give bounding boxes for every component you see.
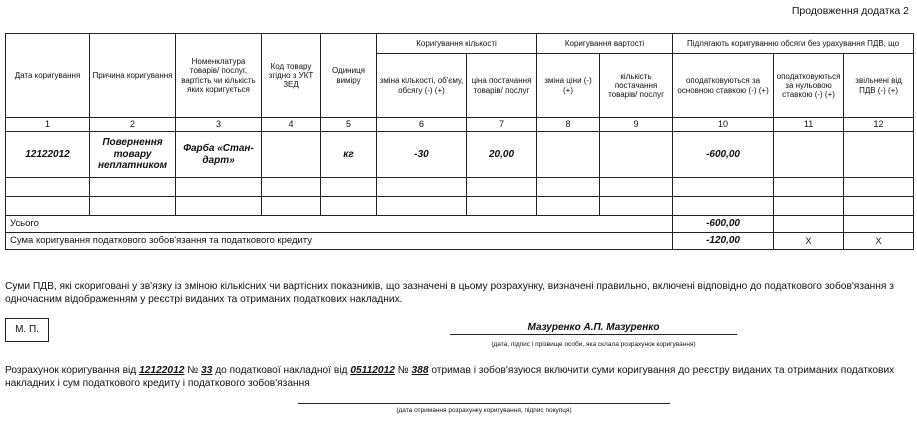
vat-row <box>6 233 914 250</box>
receipt-part: № <box>184 365 202 376</box>
header-unit: Одиниця виміру <box>321 34 377 118</box>
cell-price: 20,00 <box>467 132 537 178</box>
receipt-text <box>5 364 910 390</box>
column-number: 3 <box>176 118 262 132</box>
cell-date: 12122012 <box>6 132 90 178</box>
header-code: Код товару згідно з УКТ ЗЕД <box>262 34 321 118</box>
column-number: 9 <box>600 118 673 132</box>
total-label: Усього <box>6 216 673 233</box>
header-reason: Причина коригування <box>90 34 176 118</box>
cell-item: Фарба «Стан-дарт» <box>176 132 262 178</box>
column-number: 6 <box>377 118 467 132</box>
signer-caption: (дата, підпис і прізвище особи, яка склала розрахунок коригування) <box>491 341 696 348</box>
receipt-part: отримав і зобов'язуюся включити суми коригування до реєстру виданих та отриманих податкових накладних і сум податкового кредиту і податкового зобов'язання <box>5 365 895 389</box>
header-qty-price: ціна постачання товарів/ послуг <box>467 54 537 118</box>
column-number: 5 <box>321 118 377 132</box>
header-price-change: зміна ціни (-) (+) <box>537 54 600 118</box>
column-number: 4 <box>262 118 321 132</box>
receipt-part: Розрахунок коригування від <box>5 365 140 376</box>
cell-qty-change: -30 <box>377 132 467 178</box>
column-number: 1 <box>6 118 90 132</box>
column-number: 11 <box>774 118 844 132</box>
total-row <box>6 216 914 233</box>
stamp-box: М. П. <box>5 318 49 342</box>
header-exempt: звільнені від ПДВ (-) (+) <box>844 54 914 118</box>
header-supply-qty: кількість постачання товарів/ послуг <box>600 54 673 118</box>
header-qty-change: зміна кількості, об'єму, обсягу (-) (+) <box>377 54 467 118</box>
receipt-date-2: 05112012 <box>350 365 395 376</box>
vat-value: -120,00 <box>673 233 774 250</box>
empty-row <box>6 178 914 197</box>
cell-code <box>262 132 321 178</box>
receipt-date-1: 12122012 <box>139 365 185 376</box>
adjustment-table <box>5 33 914 250</box>
cell-reason: Повернення товару неплатником <box>90 132 176 178</box>
header-qty-group: Коригування кількості <box>377 34 537 54</box>
empty-row <box>6 197 914 216</box>
column-number: 12 <box>844 118 914 132</box>
header-taxable-group: Підлягають коригуванню обсяги без урахування ПДВ, що <box>673 34 914 54</box>
receipt-number-2: 388 <box>411 365 429 376</box>
vat-col11: X <box>774 233 844 250</box>
total-value: -600,00 <box>673 216 774 233</box>
table-row <box>6 132 914 178</box>
cell-taxable-zero <box>774 132 844 178</box>
receipt-signature-line <box>298 403 670 404</box>
header-nomenclature: Номенклатура товарів/ послуг, вартість чи кількість яких коригується <box>176 34 262 118</box>
cell-unit: кг <box>321 132 377 178</box>
header-taxable-zero: оподатковуються за нульовою ставкою (-) (+) <box>774 54 844 118</box>
column-number: 8 <box>537 118 600 132</box>
cell-supply-qty <box>600 132 673 178</box>
page-caption: Продовження додатка 2 <box>791 5 909 17</box>
receipt-caption: (дата отримання розрахунку коригування, підпис покупця) <box>396 407 572 414</box>
receipt-part: № <box>394 365 412 376</box>
signer-signature: Мазуренко А.П. Мазуренко <box>450 322 737 335</box>
cell-exempt <box>844 132 914 178</box>
vat-label: Сума коригування податкового зобов'язання та податкового кредиту <box>6 233 673 250</box>
vat-col12: X <box>844 233 914 250</box>
header-taxable-base: оподатковуються за основною ставкою (-) (+) <box>673 54 774 118</box>
header-cost-group: Коригування вартості <box>537 34 673 54</box>
cell-price-change <box>537 132 600 178</box>
column-number: 2 <box>90 118 176 132</box>
statement-text: Суми ПДВ, які скориговані у зв'язку із зміною кількісних чи вартісних показників, що зазначені в цьому розрахунку, визначені правильно, включені відповідно до податкового зобов'язання з одночасним відображенням у реєстрі виданих та отриманих податкових накладних. <box>5 281 894 305</box>
receipt-part: до податкової накладної від <box>212 365 351 376</box>
receipt-number-1: 33 <box>201 365 213 376</box>
column-number: 7 <box>467 118 537 132</box>
column-number: 10 <box>673 118 774 132</box>
cell-taxable-base: -600,00 <box>673 132 774 178</box>
header-date: Дата коригування <box>6 34 90 118</box>
